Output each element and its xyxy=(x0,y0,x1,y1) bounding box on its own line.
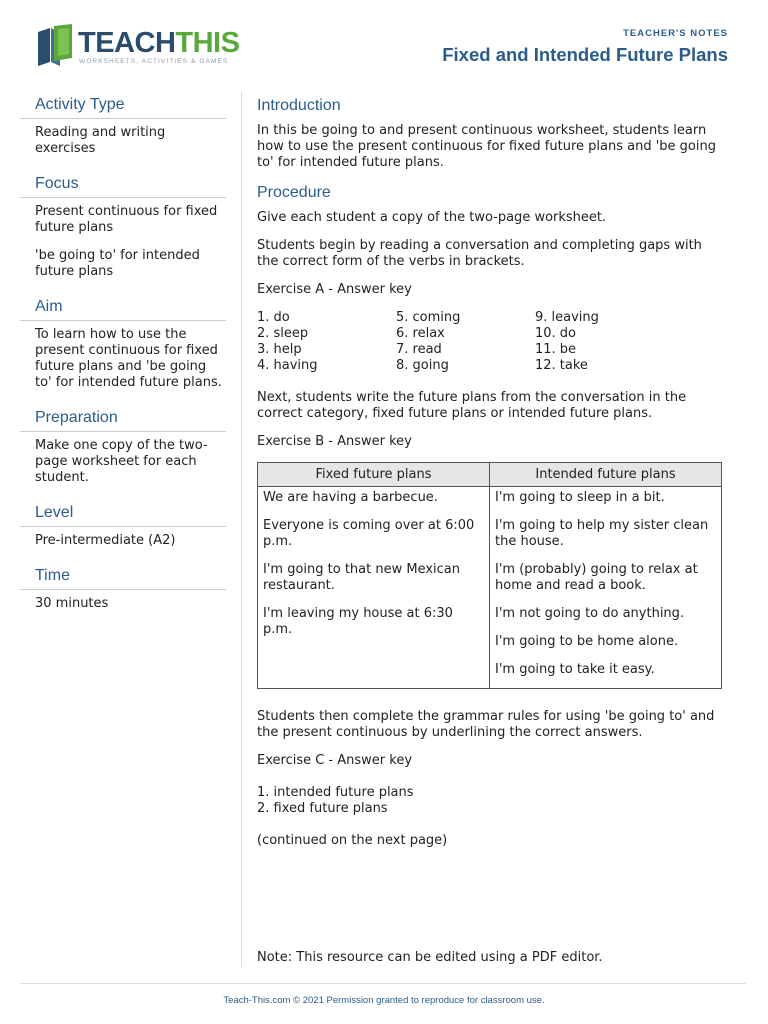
column-divider xyxy=(241,92,242,967)
footer-text: Teach-This.com © 2021 Permission granted to reproduce for classroom use. xyxy=(223,995,545,1006)
footer-divider xyxy=(20,983,746,984)
answer-item: 11. be xyxy=(535,342,577,357)
exercise-a-label: Exercise A - Answer key xyxy=(257,282,412,297)
answer-item: 9. leaving xyxy=(535,310,599,325)
book-logo-icon xyxy=(36,24,76,68)
exercise-b-answer-table xyxy=(257,462,722,689)
continued-note: (continued on the next page) xyxy=(257,833,448,848)
preparation-section xyxy=(20,405,226,486)
teach-this-logo xyxy=(36,24,240,70)
time-text: 30 minutes xyxy=(35,596,109,611)
answer-item: 12. take xyxy=(535,358,588,373)
table-header-row xyxy=(258,463,722,487)
logo-wordmark: TEACHTHIS xyxy=(78,27,240,59)
intended-plan-item: I'm going to be home alone. xyxy=(495,634,679,649)
exercise-a-answer-key xyxy=(257,310,723,374)
logo-tagline: WORKSHEETS, ACTIVITIES & GAMES xyxy=(79,58,229,65)
teachers-notes-label: TEACHER'S NOTES xyxy=(623,28,728,39)
answer-item: 6. relax xyxy=(396,326,445,341)
activity-type-heading: Activity Type xyxy=(20,92,226,119)
intended-plans-cell xyxy=(490,487,722,689)
exercise-b-label: Exercise B - Answer key xyxy=(257,434,412,449)
procedure-paragraph: Next, students write the future plans from the conversation in the correct category, fixed future plans or intended future plans. xyxy=(257,390,687,421)
fixed-plan-item: I'm leaving my house at 6:30 p.m. xyxy=(263,606,453,637)
preparation-heading: Preparation xyxy=(20,405,226,432)
answer-column xyxy=(396,310,535,374)
procedure-paragraph: Give each student a copy of the two-page worksheet. xyxy=(257,210,607,225)
intended-plan-item: I'm going to help my sister clean the house. xyxy=(495,518,709,549)
time-heading: Time xyxy=(20,563,226,590)
activity-type-section xyxy=(20,92,226,157)
exercise-c-label: Exercise C - Answer key xyxy=(257,753,413,768)
intended-plan-item: I'm not going to do anything. xyxy=(495,606,685,621)
answer-item: 2. fixed future plans xyxy=(257,801,388,816)
pdf-editor-note: Note: This resource can be edited using a PDF editor. xyxy=(257,950,603,965)
main-content xyxy=(257,92,723,861)
table-header-fixed: Fixed future plans xyxy=(258,463,490,487)
answer-column xyxy=(535,310,674,374)
focus-item: Present continuous for fixed future plans xyxy=(35,204,218,235)
intended-plan-item: I'm going to sleep in a bit. xyxy=(495,490,665,505)
introduction-text: In this be going to and present continuous worksheet, students learn how to use the present continuous for fixed future plans and 'be going to' for intended future plans. xyxy=(257,123,716,170)
sidebar xyxy=(20,92,226,626)
answer-item: 10. do xyxy=(535,326,577,341)
exercise-c-answer-key xyxy=(257,785,723,817)
answer-item: 3. help xyxy=(257,342,302,357)
table-header-intended: Intended future plans xyxy=(490,463,722,487)
intended-plan-item: I'm (probably) going to relax at home and read a book. xyxy=(495,562,698,593)
procedure-paragraph: Students begin by reading a conversation and completing gaps with the correct form of the verbs in brackets. xyxy=(257,238,702,269)
level-section xyxy=(20,500,226,549)
fixed-plan-item: We are having a barbecue. xyxy=(263,490,438,505)
focus-heading: Focus xyxy=(20,171,226,198)
aim-text: To learn how to use the present continuous for fixed future plans and 'be going to' for intended future plans. xyxy=(35,327,222,390)
activity-type-text: Reading and writing exercises xyxy=(35,125,166,156)
time-section xyxy=(20,563,226,612)
procedure-paragraph: Students then complete the grammar rules for using 'be going to' and the present continuous by underlining the correct answers. xyxy=(257,709,715,740)
aim-section xyxy=(20,294,226,391)
answer-item: 1. do xyxy=(257,310,290,325)
answer-item: 5. coming xyxy=(396,310,461,325)
level-text: Pre-intermediate (A2) xyxy=(35,533,176,548)
level-heading: Level xyxy=(20,500,226,527)
answer-item: 1. intended future plans xyxy=(257,785,414,800)
procedure-heading: Procedure xyxy=(257,184,331,201)
page-header xyxy=(0,0,768,80)
page-title: Fixed and Intended Future Plans xyxy=(442,44,728,65)
introduction-heading: Introduction xyxy=(257,97,341,114)
answer-item: 2. sleep xyxy=(257,326,309,341)
focus-item: 'be going to' for intended future plans xyxy=(35,248,200,279)
answer-item: 4. having xyxy=(257,358,318,373)
intended-plan-item: I'm going to take it easy. xyxy=(495,662,655,677)
fixed-plan-item: I'm going to that new Mexican restaurant. xyxy=(263,562,461,593)
preparation-text: Make one copy of the two-page worksheet for each student. xyxy=(35,438,208,485)
answer-item: 8. going xyxy=(396,358,449,373)
table-row xyxy=(258,487,722,689)
answer-item: 7. read xyxy=(396,342,442,357)
answer-column xyxy=(257,310,396,374)
focus-section xyxy=(20,171,226,280)
fixed-plan-item: Everyone is coming over at 6:00 p.m. xyxy=(263,518,475,549)
aim-heading: Aim xyxy=(20,294,226,321)
fixed-plans-cell xyxy=(258,487,490,689)
